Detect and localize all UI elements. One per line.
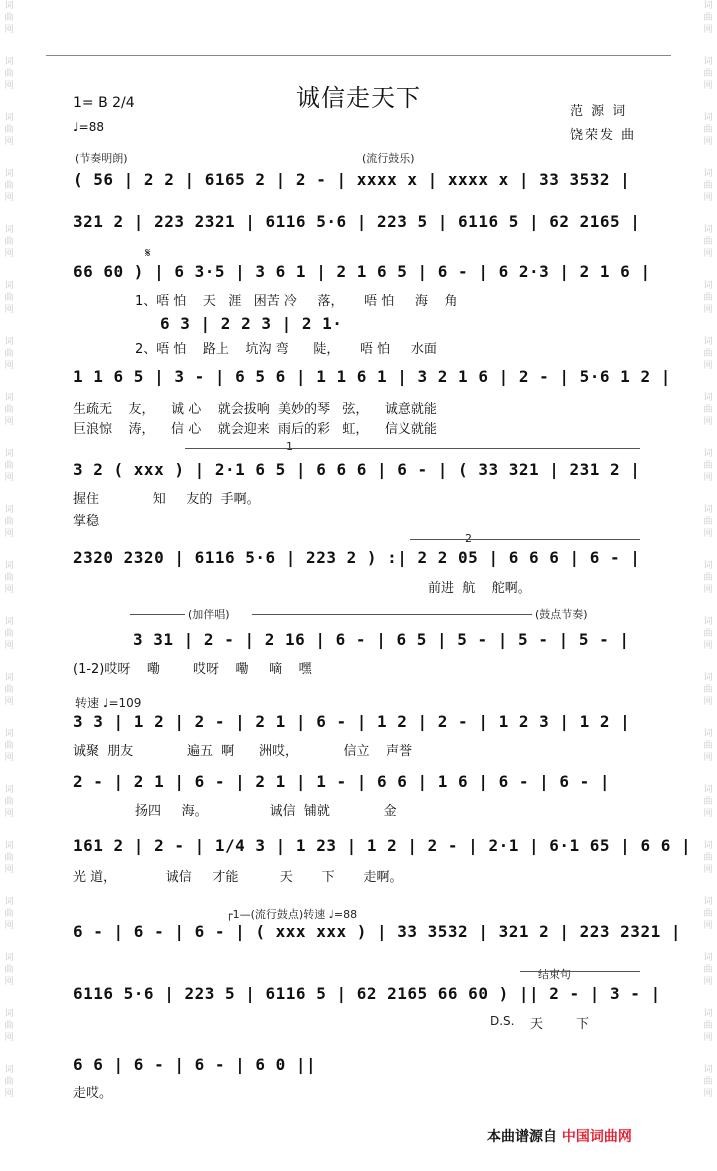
lyric-line-7: 前进 航 舵啊。 <box>428 581 531 596</box>
lyric-line-3: 生疏无 友， 诚 心 就会拔响 美妙的琴 弦， 诚意就能 <box>73 402 437 417</box>
key-signature: 1= B 2/4 <box>73 95 135 111</box>
lyric-line-1: 1、唔 怕 天 涯 困苦 冷 落， 唔 怕 海 角 <box>135 294 458 309</box>
watermark-text: 词 曲 网 <box>4 617 14 651</box>
watermark-text: 词 曲 网 <box>703 169 713 203</box>
watermark-text: 词 曲 网 <box>4 113 14 147</box>
watermark-text: 词 曲 网 <box>4 337 14 371</box>
watermark-text: 词 曲 网 <box>4 169 14 203</box>
watermark-text: 词 曲 网 <box>703 225 713 259</box>
staff-line-14: 6 6 | 6 - | 6 - | 6 0 || <box>73 1055 317 1074</box>
composer-credit: 饶荣发 曲 <box>570 128 637 143</box>
drums-annotation: (流行鼓乐) <box>362 152 415 165</box>
harmony-line-right <box>252 614 532 615</box>
staff-line-7: 2320 2320 | 6116 5·6 | 223 2 ) :| 2 2 05 | 6 6 6 | 6 - | <box>73 548 641 567</box>
staff-line-12: 6 - | 6 - | 6 - | ( xxx xxx ) | 33 3532 | 321 2 | 223 2321 | <box>73 922 681 941</box>
volta-1-label: 1 <box>286 440 293 453</box>
watermark-text: 词 曲 网 <box>4 1065 14 1099</box>
watermark-text: 词 曲 网 <box>4 897 14 931</box>
staff-line-8: 3 31 | 2 - | 2 16 | 6 - | 6 5 | 5 - | 5 - | 5 - | <box>133 630 630 649</box>
watermark-text: 词 曲 网 <box>703 113 713 147</box>
staff-line-6: 3 2 ( xxx ) | 2·1 6 5 | 6 6 6 | 6 - | ( 33 321 | 231 2 | <box>73 460 641 479</box>
lyric-line-2: 2、唔 怕 路上 坑沟 弯 陡， 唔 怕 水面 <box>135 342 437 357</box>
ending-bracket <box>520 971 640 972</box>
lyric-line-10: 扬四 海。 诚信 铺就 金 <box>135 804 397 819</box>
watermark-text: 词 曲 网 <box>4 729 14 763</box>
volta-2-bracket <box>410 539 640 540</box>
watermark-text: 词 曲 网 <box>703 505 713 539</box>
watermark-text: 词 曲 网 <box>703 1009 713 1043</box>
staff-line-11: 161 2 | 2 - | 1/4 3 | 1 23 | 1 2 | 2 - | 2·1 | 6·1 65 | 6 6 | <box>73 836 692 855</box>
staff-line-2: 321 2 | 223 2321 | 6116 5·6 | 223 5 | 6116 5 | 62 2165 | <box>73 212 641 231</box>
watermark-right <box>699 0 717 1171</box>
watermark-text: 词 曲 网 <box>4 449 14 483</box>
watermark-text: 词 曲 网 <box>703 393 713 427</box>
watermark-text: 词 曲 网 <box>703 897 713 931</box>
lyric-line-9: 诚聚 朋友 遍五 啊 洲哎， 信立 声誉 <box>73 744 413 759</box>
ds-marking: D.S. <box>490 1014 515 1028</box>
staff-line-13: 6116 5·6 | 223 5 | 6116 5 | 62 2165 66 60 ) || 2 - | 3 - | <box>73 984 661 1003</box>
source-footer <box>487 1126 632 1146</box>
watermark-text: 词 曲 网 <box>703 673 713 707</box>
watermark-text: 词 曲 网 <box>4 1 14 35</box>
lyric-line-12: 天 下 <box>530 1017 590 1032</box>
watermark-text: 词 曲 网 <box>703 841 713 875</box>
tempo-change: 转速 ♩=109 <box>75 696 142 710</box>
watermark-text: 词 曲 网 <box>703 337 713 371</box>
harmony-annotation: (加伴唱) <box>188 608 230 621</box>
watermark-text: 词 曲 网 <box>4 561 14 595</box>
watermark-text: 词 曲 网 <box>703 281 713 315</box>
watermark-text: 词 曲 网 <box>703 561 713 595</box>
watermark-text: 词 曲 网 <box>4 281 14 315</box>
staff-line-3: 66 60 ) | 6 3·5 | 3 6 1 | 2 1 6 5 | 6 - | 6 2·3 | 2 1 6 | <box>73 262 651 281</box>
top-rule <box>46 55 671 56</box>
watermark-text: 词 曲 网 <box>703 953 713 987</box>
song-title: 诚信走天下 <box>296 84 421 112</box>
staff-line-10: 2 - | 2 1 | 6 - | 2 1 | 1 - | 6 6 | 1 6 | 6 - | 6 - | <box>73 772 611 791</box>
drum-rhythm-annotation: (鼓点节奏) <box>535 608 588 621</box>
watermark-text: 词 曲 网 <box>4 393 14 427</box>
lyric-line-13: 走哎。 <box>73 1086 113 1101</box>
lyric-line-4: 巨浪惊 涛， 信 心 就会迎来 雨后的彩 虹， 信义就能 <box>73 422 437 437</box>
watermark-text: 词 曲 网 <box>703 1065 713 1099</box>
watermark-text: 词 曲 网 <box>703 729 713 763</box>
intro-annotation: (节奏明朗) <box>75 152 128 165</box>
watermark-text: 词 曲 网 <box>4 225 14 259</box>
volta-2-label: 2 <box>465 532 472 545</box>
staff-line-5: 1 1 6 5 | 3 - | 6 5 6 | 1 1 6 1 | 3 2 1 6 | 2 - | 5·6 1 2 | <box>73 367 671 386</box>
segno-sign: 𝄋 <box>145 246 151 261</box>
staff-line-9: 3 3 | 1 2 | 2 - | 2 1 | 6 - | 1 2 | 2 - | 1 2 3 | 1 2 | <box>73 712 631 731</box>
watermark-text: 词 曲 网 <box>4 841 14 875</box>
watermark-text: 词 曲 网 <box>4 953 14 987</box>
watermark-text: 词 曲 网 <box>703 785 713 819</box>
watermark-text: 词 曲 网 <box>4 673 14 707</box>
watermark-left <box>0 0 18 1171</box>
watermark-text: 词 曲 网 <box>4 505 14 539</box>
lyricist-credit: 范 源 词 <box>570 104 628 119</box>
watermark-text: 词 曲 网 <box>4 785 14 819</box>
watermark-text: 词 曲 网 <box>703 57 713 91</box>
lyric-line-5: 握住 知 友的 手啊。 <box>73 492 260 507</box>
tempo-marking: ♩=88 <box>73 120 104 134</box>
watermark-text: 词 曲 网 <box>703 449 713 483</box>
lyric-line-8: (1-2)哎呀 嘞 哎呀 嘞 嘀 嘿 <box>73 662 312 677</box>
staff-line-1: ( 56 | 2 2 | 6165 2 | 2 - | xxxx x | xxxx x | 33 3532 | <box>73 170 631 189</box>
watermark-text: 词 曲 网 <box>4 57 14 91</box>
harmony-line-left <box>130 614 185 615</box>
volta-1-bracket <box>185 448 640 449</box>
drum-points-annotation: ┌1—(流行鼓点)转速 ♩=88 <box>226 908 358 921</box>
watermark-text: 词 曲 网 <box>703 1 713 35</box>
watermark-text: 词 曲 网 <box>703 617 713 651</box>
ending-annotation: 结束句 <box>538 968 571 981</box>
footer-site-link[interactable]: 中国词曲网 <box>561 1129 632 1145</box>
watermark-text: 词 曲 网 <box>4 1009 14 1043</box>
lyric-line-11: 光 道， 诚信 才能 天 下 走啊。 <box>73 870 403 885</box>
lyric-line-6: 掌稳 <box>73 514 100 529</box>
footer-label: 本曲谱源自 <box>487 1129 562 1145</box>
staff-line-4: 6 3 | 2 2 3 | 2 1· <box>160 314 343 333</box>
